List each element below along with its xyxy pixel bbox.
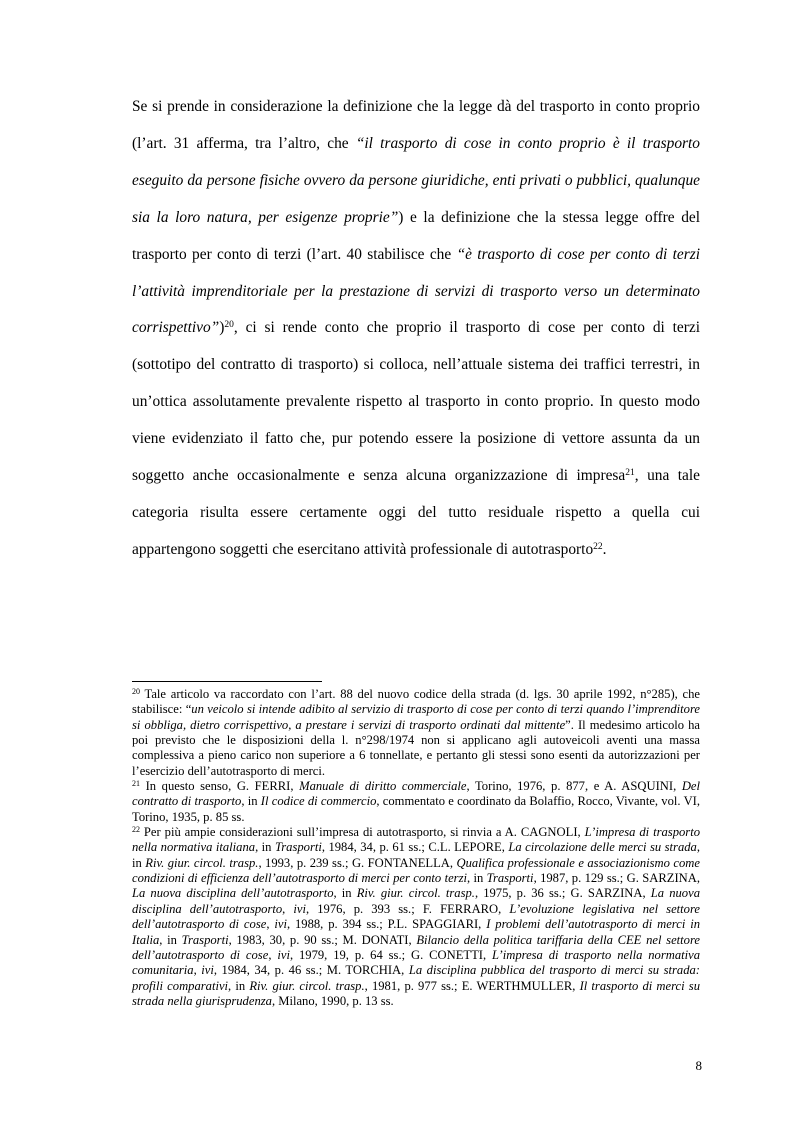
- footnote-text: Tale articolo va raccordato con l’art. 88 del nuovo codice della strada (d. lgs. 30 aprile 1992, n°285), che stabilisce: “: [132, 687, 700, 717]
- footnote-title: Del contratto di trasporto: [132, 779, 700, 809]
- footnote-title: Riv. giur. circol. trasp.: [356, 886, 475, 901]
- footnote-text: , 1984, 34, p. 46 ss.; M. TORCHIA,: [213, 963, 409, 978]
- footnote-title: Il codice di commercio: [260, 794, 377, 809]
- footnote-text: , in: [132, 840, 700, 870]
- footnote-title: La disciplina pubblica del trasporto di merci su strada: profili comparativi: [132, 963, 700, 993]
- footnote-text: , in: [241, 794, 261, 809]
- footnote-text: ,: [266, 917, 275, 932]
- footnote-22: [132, 825, 700, 1009]
- footnote-ref-20[interactable]: 20: [224, 320, 234, 331]
- footnote-title: Trasporti: [486, 871, 534, 886]
- footnote-text: , in: [333, 886, 357, 901]
- footnote-text: , in: [255, 840, 275, 855]
- footnote-ref-21[interactable]: 21: [625, 467, 635, 478]
- footnote-text: , 1993, p. 239 ss.; G. FONTANELLA,: [258, 855, 457, 870]
- quoted-text-art-40: “è trasporto di cose per conto di terzi l’attività imprenditoriale per la prestazione di servizi di trasporto verso un determinato corrispettivo”: [132, 245, 700, 337]
- footnote-title: Qualifica professionale e associazionismo come condizioni di efficienza dell’autotrasporto di merci per conto terzi: [132, 855, 700, 886]
- footnote-text: , commentato e coordinato da Bolaffio, Rocco, Vivante, vol. VI, Torino, 1935, p. 85 ss.: [132, 794, 701, 824]
- body-text-segment: ) e la definizione che la stessa legge offre del trasporto per conto di terzi (l’art. 40 stabilisce che: [132, 208, 701, 263]
- footnote-title: Trasporti: [181, 932, 229, 947]
- body-paragraph: [132, 89, 700, 569]
- body-text-segment: ): [219, 319, 225, 337]
- footnote-text: , in: [466, 871, 487, 886]
- body-text-segment: Se si prende in considerazione la definizione che la legge dà del trasporto in conto proprio (l’art. 31 afferma, tra l’altro, che: [132, 98, 700, 152]
- body-text-segment: , una tale categoria risulta essere certamente oggi del tutto residuale rispetto a quella cui appartengono soggetti che esercitano attività professionale di autotrasporto: [132, 467, 700, 558]
- footnote-title: Trasporti: [274, 840, 322, 855]
- footnote-text: , 1979, 19, p. 64 ss.; G. CONETTI,: [289, 947, 493, 962]
- body-text-segment: , ci si rende conto che proprio il trasporto di cose per conto di terzi (sottotipo del contratto di trasporto) si colloca, nell’attuale sistema dei traffici terrestri, in un’ottica assolutamente prevalente rispetto al trasporto in conto proprio. In questo modo viene evidenziato il fatto che, pur potendo essere la posizione di vettore assunta da un soggetto anche occasionalmente e senza alcuna organizzazione di impresa: [132, 319, 700, 485]
- footnote-title: Bilancio della politica tariffaria della CEE nel settore dell’autotrasporto di cose: [132, 932, 700, 962]
- footnote-20: [132, 687, 700, 779]
- footnote-text: In questo senso, G. FERRI,: [140, 779, 300, 794]
- footnote-text: ,: [282, 901, 294, 916]
- footnote-text: , 1981, p. 977 ss.; E. WERTHMULLER,: [364, 978, 580, 993]
- footnote-ref-22[interactable]: 22: [593, 541, 603, 552]
- footnote-text: , in: [228, 978, 250, 993]
- footnote-number: 20: [132, 687, 140, 696]
- footnote-21: [132, 779, 700, 825]
- footnote-text: Per più ampie considerazioni sull’impresa di autotrasporto, si rinvia a A. CAGNOLI,: [140, 825, 585, 840]
- footnote-text: , Torino, 1976, p. 877, e A. ASQUINI,: [466, 779, 682, 794]
- footnote-title: L’impresa di trasporto nella normativa italiana: [132, 825, 700, 855]
- footnote-text: , 1976, p. 393 ss.; F. FERRARO,: [306, 901, 510, 916]
- footnote-title: ivi: [277, 947, 290, 962]
- footnote-text: , in: [159, 932, 182, 947]
- footnote-title: Manuale di diritto commerciale: [299, 779, 467, 794]
- footnote-text: ”. Il medesimo articolo ha poi previsto che le disposizioni della l. n°298/1974 non si applicano agli autoveicoli aventi una massa complessiva a pieno carico non superiore a 6 tonnellate, e pertanto gli stessi sono esenti da autorizzazioni per l’esercizio dell’autotrasporto di merci.: [132, 717, 700, 778]
- footnote-text: ,: [193, 963, 202, 978]
- quoted-text-art-31: “il trasporto di cose in conto proprio è il trasporto eseguito da persone fisiche ovvero da persone giuridiche, enti privati o pubblici, qualunque sia la loro natura, per esigenze proprie”: [132, 134, 700, 226]
- footnote-title: Riv. giur. circol. trasp.: [249, 978, 365, 993]
- footnote-title: ivi: [274, 917, 287, 932]
- footnote-text: ,: [268, 947, 278, 962]
- footnote-text: , 1975, p. 36 ss.; G. SARZINA,: [474, 886, 651, 901]
- footnote-number: 22: [132, 825, 140, 835]
- footnote-text: , 1987, p. 129 ss.; G. SARZINA,: [533, 871, 700, 886]
- footnote-text: , 1983, 30, p. 90 ss.; M. DONATI,: [228, 932, 417, 947]
- footnote-title: I problemi dell’autotrasporto di merci in Italia: [132, 917, 700, 947]
- footnote-title: L’evoluzione legislativa nel settore dell’autotrasporto di cose: [132, 901, 700, 932]
- footnote-text: , 1984, 34, p. 61 ss.; C.L. LEPORE,: [321, 840, 509, 855]
- page-number: 8: [695, 1058, 702, 1073]
- footnotes-section: [132, 687, 700, 1009]
- footnote-text: , 1988, p. 394 ss.; P.L. SPAGGIARI,: [286, 917, 487, 932]
- footnote-title: La nuova disciplina dell’autotrasporto: [132, 886, 700, 916]
- footnote-separator: [132, 681, 322, 682]
- footnote-title: La circolazione delle merci su strada: [508, 840, 697, 855]
- footnote-title: La nuova disciplina dell’autotrasporto: [132, 886, 334, 901]
- body-text-segment: .: [602, 540, 607, 558]
- footnote-text: , Milano, 1990, p. 13 ss.: [271, 993, 394, 1008]
- footnote-quote: un veicolo si intende adibito al servizio di trasporto di cose per conto di terzi quando l’imprenditore si obbliga, dietro corrispettivo, a prestare i servizi di trasporto ordinati dal mittente: [132, 702, 700, 732]
- footnote-number: 21: [132, 779, 140, 789]
- footnote-title: L’impresa di trasporto nella normativa comunitaria: [132, 947, 701, 978]
- footnote-title: Il trasporto di merci su strada nella giurisprudenza: [132, 978, 700, 1008]
- footnote-title: Riv. giur. circol. trasp.: [145, 855, 259, 870]
- footnote-title: ivi: [201, 963, 214, 978]
- footnote-title: ivi: [293, 901, 306, 916]
